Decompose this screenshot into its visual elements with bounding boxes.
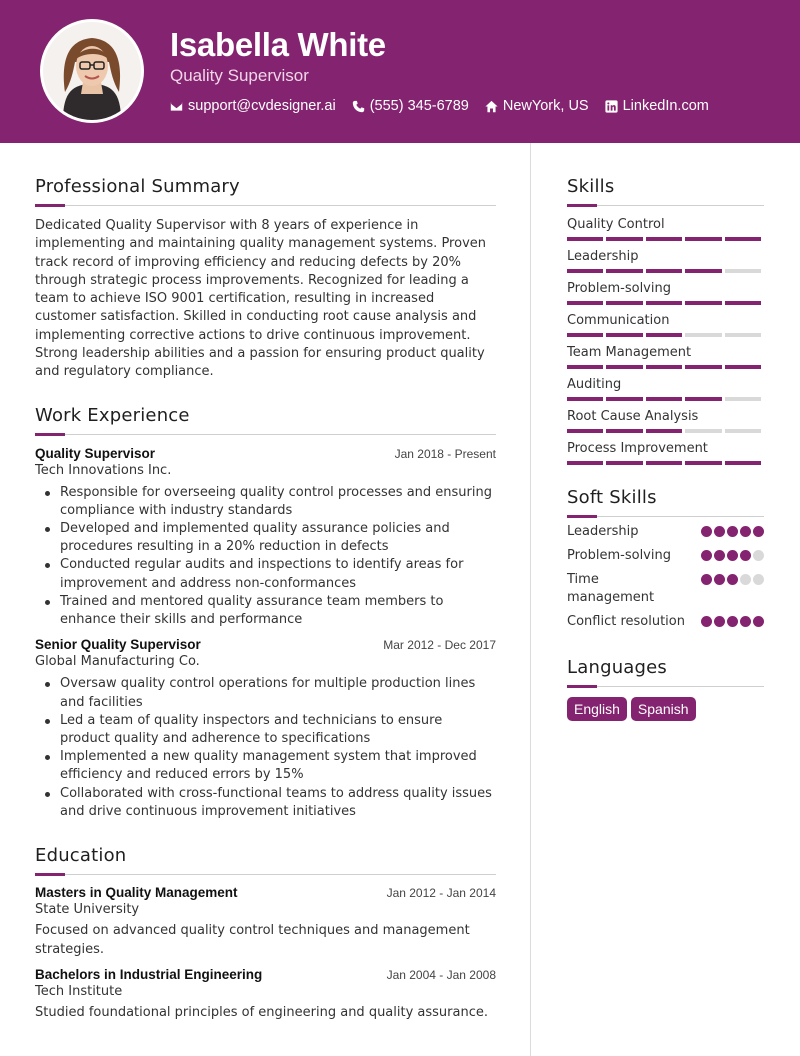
rating-dot: [753, 616, 764, 627]
experience-heading: Work Experience: [35, 404, 190, 426]
soft-skill-row: [567, 613, 764, 631]
rating-dot: [753, 574, 764, 585]
candidate-role: Quality Supervisor: [170, 66, 309, 85]
skill-level-segment: [606, 301, 642, 305]
degree-title: Bachelors in Industrial Engineering: [35, 966, 263, 982]
skill-level-segment: [567, 237, 603, 241]
skill-level-segment: [606, 429, 642, 433]
skill-level-segment: [606, 333, 642, 337]
job-bullet: Oversaw quality control operations for multiple production lines and facilities: [35, 675, 496, 711]
experience-section: [35, 405, 496, 821]
section-rule: [35, 433, 496, 435]
section-rule: [35, 873, 496, 875]
skill-level-segment: [606, 397, 642, 401]
skill-level-segment: [685, 365, 721, 369]
section-rule: [35, 204, 496, 206]
candidate-name: Isabella White: [170, 26, 386, 63]
skills-list: [567, 217, 764, 465]
job-bullet: Developed and implemented quality assurance policies and procedures resulting in a 20% reduction in defects: [35, 520, 496, 556]
skill-level-segment: [567, 397, 603, 401]
education-heading: Education: [35, 844, 127, 866]
main-column: [35, 176, 496, 1022]
soft-skills-heading: Soft Skills: [567, 487, 657, 508]
rating-dot: [714, 526, 725, 537]
job-bullet: Collaborated with cross-functional teams to address quality issues and drive continuous improvement initiatives: [35, 785, 496, 821]
skills-heading: Skills: [567, 176, 615, 197]
job-bullet: Conducted regular audits and inspections to identify areas for improvement and address non-conformances: [35, 556, 496, 592]
skill-level-segment: [606, 461, 642, 465]
soft-skill-name: Problem-solving: [567, 548, 671, 563]
skill-level-segment: [646, 461, 682, 465]
rating-dot: [701, 550, 712, 561]
rating-dot: [753, 526, 764, 537]
degree-dates: Jan 2012 - Jan 2014: [386, 885, 496, 900]
skill-level-segment: [567, 301, 603, 305]
contact-phone-text: (555) 345-6789: [369, 98, 469, 114]
skill-level-bar: [567, 269, 764, 273]
job-bullet: Trained and mentored quality assurance team members to enhance their skills and performance: [35, 593, 496, 629]
job-dates: Mar 2012 - Dec 2017: [383, 638, 496, 653]
language-tag: Spanish: [631, 697, 696, 721]
skill-level-segment: [567, 269, 603, 273]
skill-level-segment: [646, 365, 682, 369]
soft-skill-name: Leadership: [567, 524, 639, 539]
rating-dot: [740, 526, 751, 537]
rating-dot: [727, 616, 738, 627]
skill-level-segment: [725, 461, 761, 465]
rating-dot: [740, 616, 751, 627]
skill-level-segment: [725, 301, 761, 305]
job-entry: [35, 637, 496, 821]
skill-name: Auditing: [567, 377, 622, 392]
language-tags: [567, 697, 764, 721]
education-entry: [35, 967, 496, 1022]
rating-dot: [701, 574, 712, 585]
job-bullet: Implemented a new quality management system that improved efficiency and reduced errors by 15%: [35, 748, 496, 784]
avatar: [40, 19, 144, 123]
languages-section: [567, 657, 764, 721]
section-rule: [567, 685, 764, 687]
skill-level-bar: [567, 333, 764, 337]
soft-skill-row: [567, 547, 764, 565]
job-bullets: [35, 675, 496, 821]
contact-location-text: NewYork, US: [502, 98, 589, 114]
skill-level-segment: [606, 365, 642, 369]
section-rule: [567, 515, 764, 517]
skill-name: Communication: [567, 313, 670, 328]
rating-dot: [701, 526, 712, 537]
degree-description: Studied foundational principles of engineering and quality assurance.: [35, 1004, 489, 1020]
skill-level-segment: [725, 429, 761, 433]
column-divider: [530, 143, 531, 1056]
skill-level-segment: [606, 269, 642, 273]
education-entry: [35, 885, 496, 959]
rating-dot: [714, 616, 725, 627]
job-bullet: Responsible for overseeing quality control processes and ensuring compliance with industry standards: [35, 484, 496, 520]
skill-name: Problem-solving: [567, 281, 671, 296]
language-tag: English: [567, 697, 627, 721]
soft-skill-row: [567, 571, 764, 607]
home-icon: [485, 100, 498, 113]
rating-dot: [714, 550, 725, 561]
degree-dates: Jan 2004 - Jan 2008: [386, 967, 496, 982]
summary-section: [35, 176, 496, 382]
job-title: Senior Quality Supervisor: [35, 637, 201, 653]
contact-email-text: support@cvdesigner.ai: [188, 98, 336, 114]
header-banner: [0, 0, 800, 143]
skill-level-segment: [725, 365, 761, 369]
soft-skills-section: [567, 487, 764, 631]
skill-level-segment: [725, 237, 761, 241]
skill-level-segment: [685, 237, 721, 241]
skill-level-segment: [725, 397, 761, 401]
contact-list: [170, 98, 725, 114]
skill-name: Root Cause Analysis: [567, 409, 699, 424]
soft-skill-rating: [699, 523, 764, 537]
skill-level-segment: [685, 429, 721, 433]
skill-level-segment: [567, 429, 603, 433]
skill-level-segment: [646, 333, 682, 337]
skill-level-segment: [606, 237, 642, 241]
skill-level-bar: [567, 429, 764, 433]
skill-level-segment: [685, 301, 721, 305]
linkedin-icon: [605, 100, 618, 113]
skill-level-bar: [567, 237, 764, 241]
skill-level-bar: [567, 301, 764, 305]
rating-dot: [727, 526, 738, 537]
skill-level-bar: [567, 397, 764, 401]
skill-level-segment: [685, 269, 721, 273]
skill-name: Quality Control: [567, 217, 665, 232]
skill-name: Team Management: [567, 345, 692, 360]
skills-section: [567, 176, 764, 465]
rating-dot: [701, 616, 712, 627]
soft-skill-rating: [699, 613, 764, 627]
summary-text: Dedicated Quality Supervisor with 8 years of experience in implementing and maintaining quality management systems. Proven track record of improving efficiency and reducing defects by 20% through strategic process improvements. Recognized for leading a team to achieve ISO 9001 certification, resulting in increased customer satisfaction. Skilled in conducting root cause analysis and implementing corrective actions to drive continuous improvement. Strong leadership abilities and a passion for ensuring product quality and regulatory compliance.: [35, 218, 487, 380]
job-entry: [35, 446, 496, 630]
skill-name: Leadership: [567, 249, 639, 264]
contact-email[interactable]: [170, 98, 336, 114]
profile-photo: [43, 22, 141, 120]
skill-level-segment: [685, 397, 721, 401]
rating-dot: [727, 550, 738, 561]
phone-icon: [352, 100, 365, 113]
job-bullet: Led a team of quality inspectors and technicians to ensure product quality and adherence to specifications: [35, 712, 496, 748]
education-section: [35, 845, 496, 1022]
school-name: Tech Institute: [35, 983, 123, 999]
contact-phone[interactable]: [352, 98, 469, 114]
skill-level-segment: [646, 397, 682, 401]
rating-dot: [727, 574, 738, 585]
skill-level-segment: [646, 429, 682, 433]
job-dates: Jan 2018 - Present: [394, 446, 496, 461]
contact-location: [485, 98, 589, 114]
skill-level-bar: [567, 365, 764, 369]
job-title: Quality Supervisor: [35, 445, 156, 461]
soft-skill-rating: [699, 547, 764, 561]
summary-heading: Professional Summary: [35, 176, 240, 197]
rating-dot: [714, 574, 725, 585]
soft-skills-list: [567, 523, 764, 631]
envelope-icon: [170, 100, 183, 113]
soft-skill-name: Conflict resolution: [567, 614, 685, 629]
section-rule: [567, 204, 764, 206]
skill-level-segment: [685, 461, 721, 465]
soft-skill-row: [567, 523, 764, 541]
contact-linkedin[interactable]: [605, 98, 709, 114]
job-company: Global Manufacturing Co.: [35, 654, 200, 670]
contact-linkedin-text: LinkedIn.com: [622, 98, 709, 114]
skill-level-segment: [646, 301, 682, 305]
soft-skill-name: Time management: [567, 572, 655, 605]
skill-level-segment: [685, 333, 721, 337]
soft-skill-rating: [699, 571, 764, 585]
skill-level-segment: [567, 333, 603, 337]
rating-dot: [740, 574, 751, 585]
skill-name: Process Improvement: [567, 441, 708, 456]
skill-level-segment: [725, 333, 761, 337]
sidebar-column: [567, 176, 764, 721]
job-bullets: [35, 484, 496, 630]
skill-level-segment: [725, 269, 761, 273]
skill-level-segment: [567, 365, 603, 369]
skill-level-segment: [646, 237, 682, 241]
rating-dot: [740, 550, 751, 561]
languages-heading: Languages: [567, 657, 668, 678]
job-company: Tech Innovations Inc.: [35, 462, 172, 478]
skill-level-bar: [567, 461, 764, 465]
degree-description: Focused on advanced quality control techniques and management strategies.: [35, 922, 470, 957]
school-name: State University: [35, 901, 140, 917]
skill-level-segment: [567, 461, 603, 465]
rating-dot: [753, 550, 764, 561]
skill-level-segment: [646, 269, 682, 273]
degree-title: Masters in Quality Management: [35, 884, 238, 900]
